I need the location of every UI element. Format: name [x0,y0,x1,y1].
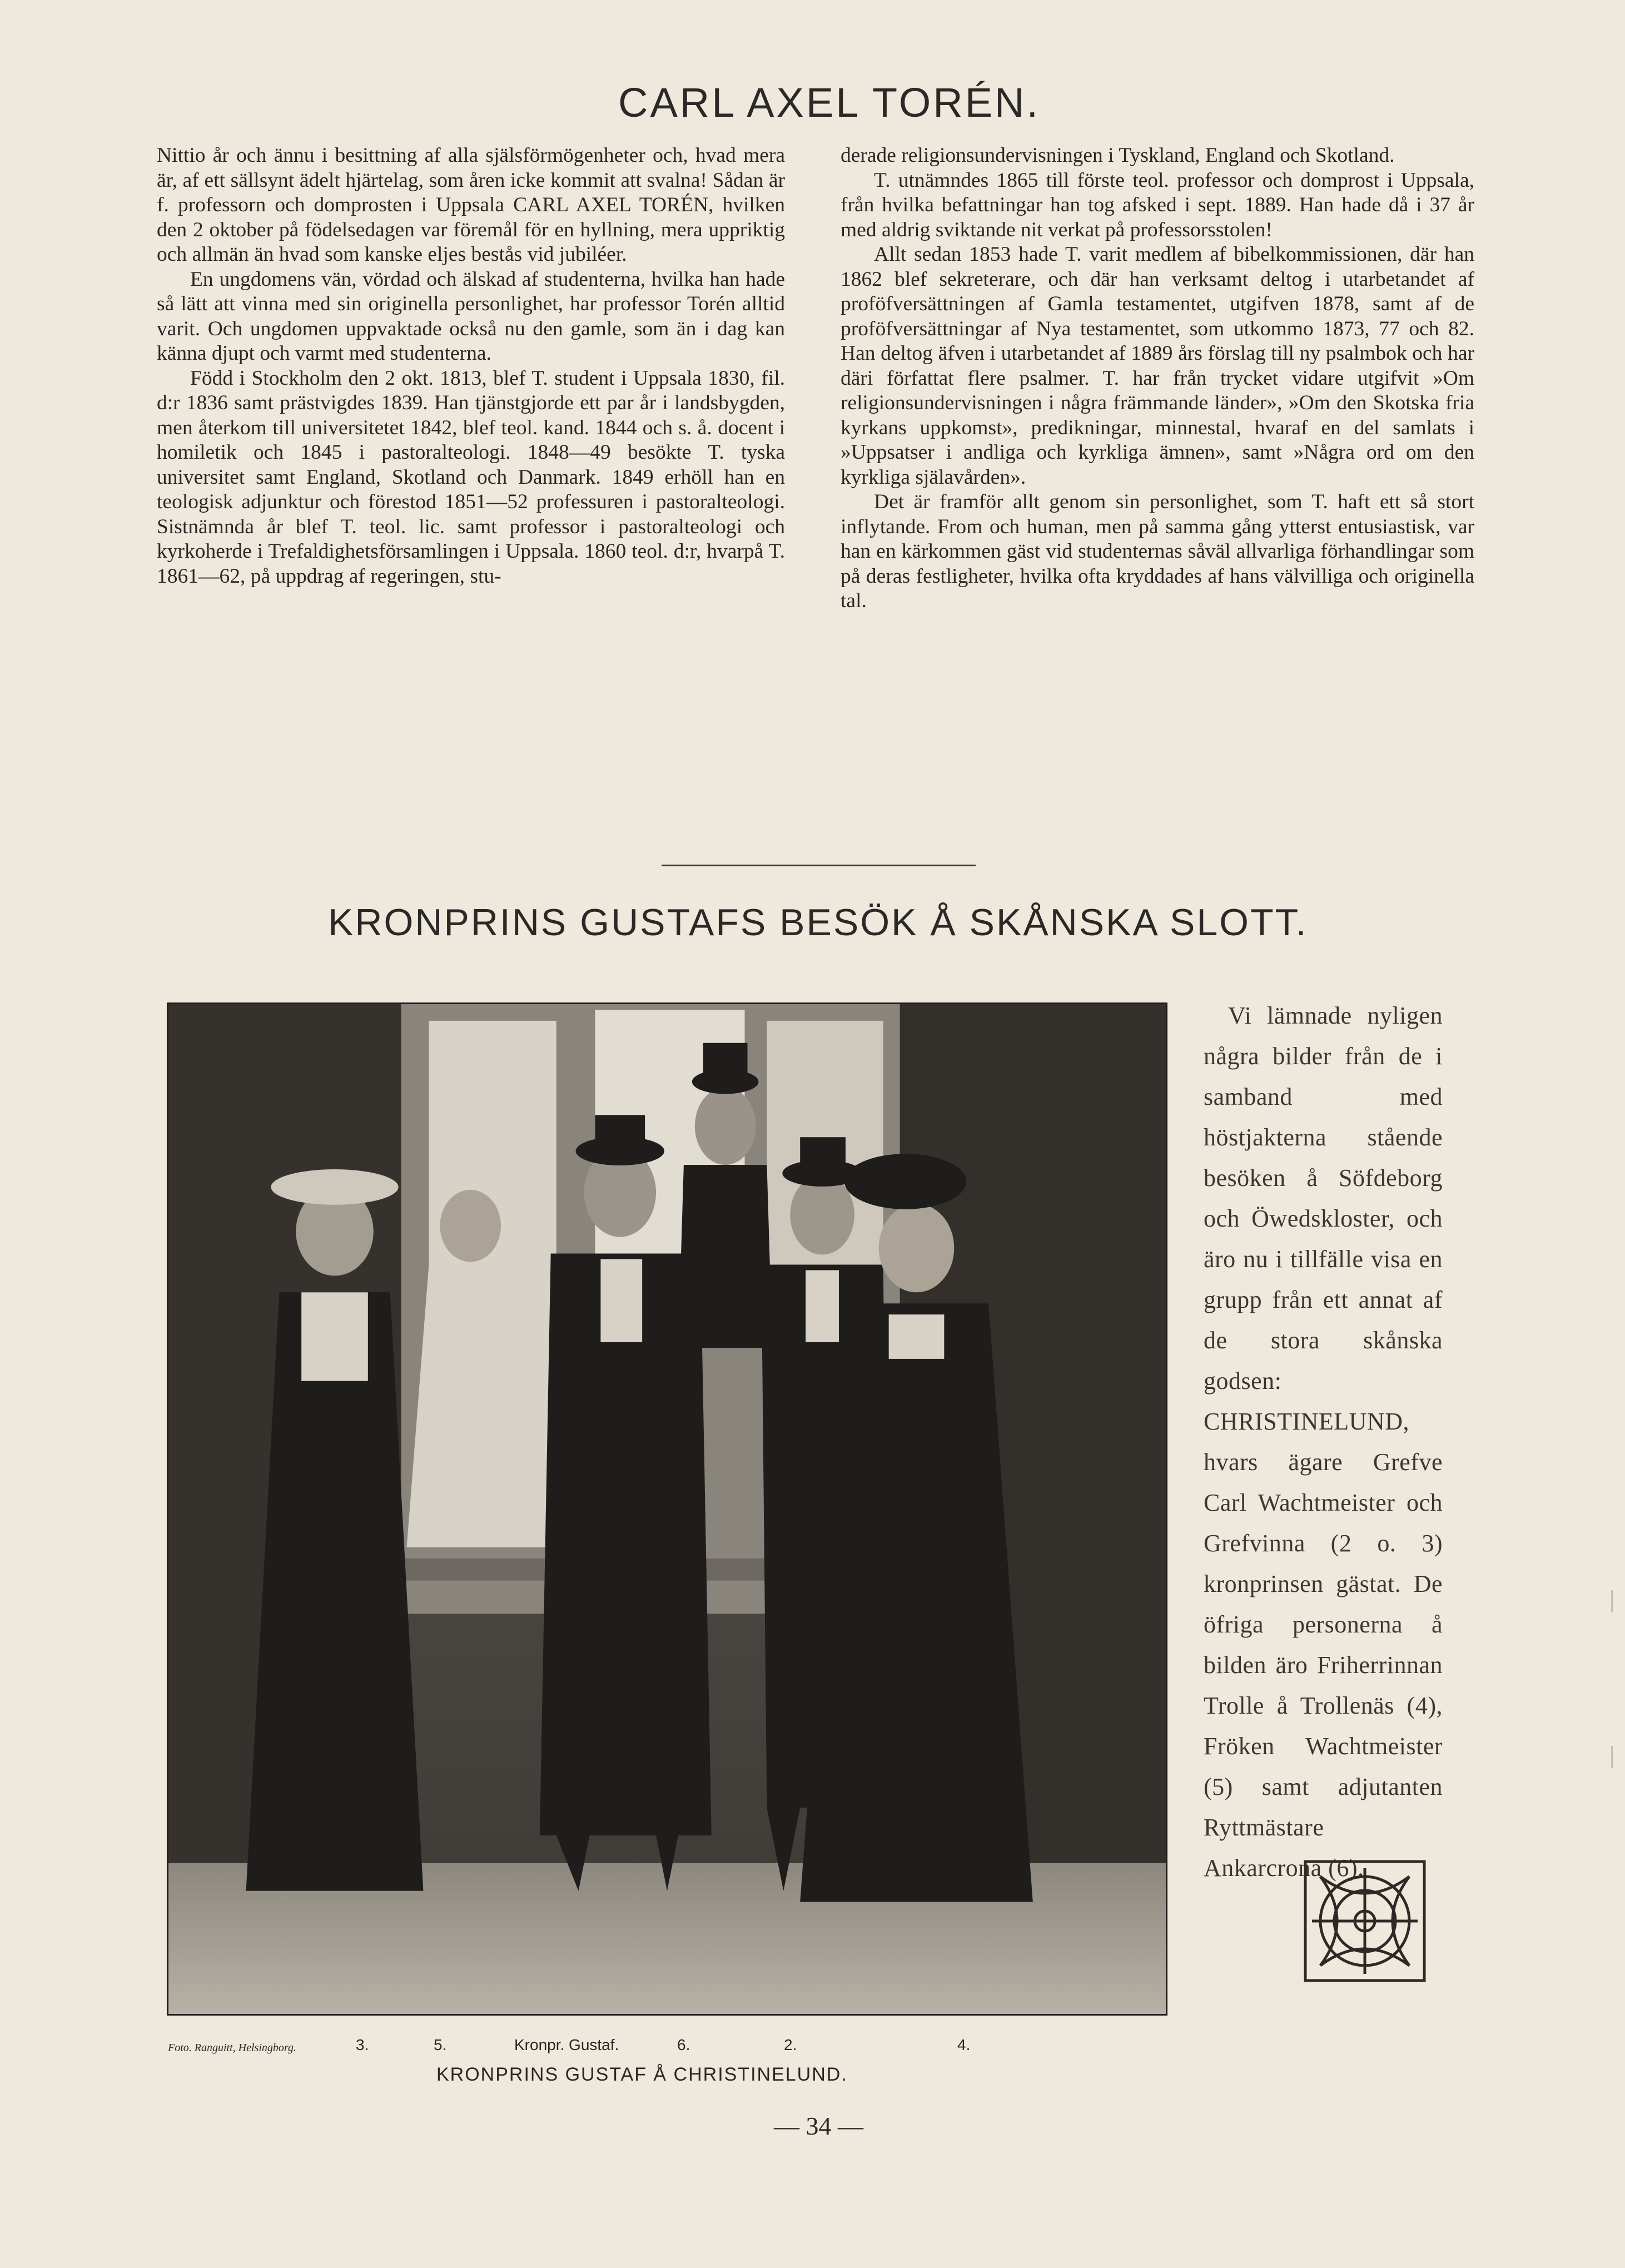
paragraph: Vi lämnade nyligen några bilder från de i samband med höstjakterna stående besöken å Söfdeborg och Öwedskloster, och äro nu i tillfälle visa en grupp från ett annat af de stora skånska godsen: CHRISTINELUND, hvars ägare Grefve Carl Wachtmeister och Grefvinna (2 o. 3) kronprinsen gästat. De öfriga personerna å bilden äro Friherrinnan Trolle å Trollenäs (4), Fröken Wachtmeister (5) samt adjutanten Ryttmästare Ankarcrona (6). [1204,1002,1443,1882]
figure-label: 3. [356,2036,369,2053]
figure-label: 4. [957,2036,971,2053]
photo-credit: Foto. Ranguitt, Helsingborg. [168,2042,296,2054]
figure-label: 5. [434,2036,447,2053]
photo-description [1204,995,1443,1888]
celtic-ornament-icon [1295,1852,1434,1991]
article-title-toren: CARL AXEL TORÉN. [618,80,1041,126]
paragraph: Född i Stockholm den 2 okt. 1813, blef T. student i Uppsala 1830, fil. d:r 1836 samt prästvigdes 1839. Han tjänstgjorde ett par år i landsbygden, men återkom till universitetet 1842, blef teol. kand. 1844 och s. å. docent i homiletik och 1845 i pastoralteologi. 1848—49 besökte T. tyska universitet samt England, Skotland och Danmark. 1849 erhöll han en teologisk adjunktur och förestod 1851—52 professuren i pastoralteologi. Sistnämnda år blef T. teol. lic. samt professor i pastoralteologi och kyrkoherde i Trefaldighetsförsamlingen i Uppsala. 1860 teol. d:r, hvarpå T. 1861—62, på uppdrag af regeringen, stu- [157,366,785,588]
figure-label: 6. [677,2036,690,2053]
paragraph: Nittio år och ännu i besittning af alla själsförmögenheter och, hvad mera är, af ett sällsynt ädelt hjärtelag, som åren icke kommit att svalna! Sådan är f. professorn och domprosten i Uppsala CARL AXEL TORÉN, hvilken den 2 oktober på födelsedagen var föremål för en hyllning, mera uppriktig och allmän än hvad som kanske eljes bestås vid jubiléer. [157,144,785,266]
paragraph: En ungdomens vän, vördad och älskad af studenterna, hvilka han hade så lätt att vinna med sin originella personlighet, har professor Torén alltid varit. Och ungdomen uppvaktade också nu den gamle, som än i dag kan känna djupt och varmt med studenterna. [157,267,785,365]
binding-mark [1611,1590,1613,1612]
paragraph: derade religionsundervisningen i Tyskland, England och Skotland. [841,144,1395,167]
paragraph: Allt sedan 1853 hade T. varit medlem af bibelkommissionen, där han 1862 blef sekreterare, och där han verksamt deltog i utarbetandet af proföfversättningen af Gamla testamentet, utgifven 1878, samt af de proföfversättningar af Nya testamentet, som utkommo 1873, 77 och 82. Han deltog äfven i utarbetandet af 1889 års förslag till ny psalmbok och har däri författat flere psalmer. T. har från trycket vidare utgifvit »Om religionsundervisningen i några främmande länder», »Om den Skotska fria kyrkans uppkomst», predikningar, minnestal, hvaraf en del samlats i »Uppsatser i andliga och kyrkliga ämnen», samt »Några ord om den kyrkliga själavården». [841,243,1474,489]
paragraph: T. utnämndes 1865 till förste teol. professor och domprost i Uppsala, från hvilka befattningar han tog afsked i sept. 1889. Han hade då i 37 år med aldrig sviktande nit verkat på professorsstolen! [841,168,1474,241]
group-photo-illustration [168,1004,1166,2014]
figure-label: 2. [784,2036,797,2053]
group-photograph [167,1003,1167,2016]
article-column-left [157,143,785,589]
article-column-right [841,143,1474,614]
section-divider [662,865,976,866]
figure-label: Kronpr. Gustaf. [514,2036,619,2053]
photo-caption: KRONPRINS GUSTAF Å CHRISTINELUND. [436,2064,848,2085]
article-title-kronprins: KRONPRINS GUSTAFS BESÖK Å SKÅNSKA SLOTT. [328,901,1308,944]
paragraph: Det är framför allt genom sin personlighet, som T. haft ett så stort inflytande. From och human, men på samma gång ytterst entusiastisk, var han en kärkommen gäst vid studenternas såväl allvarliga förhandlingar som på deras festligheter, hvilka ofta kryddades af hans välvilliga och originella tal. [841,490,1474,612]
binding-mark [1611,1746,1613,1768]
page-number: — 34 — [774,2112,863,2140]
